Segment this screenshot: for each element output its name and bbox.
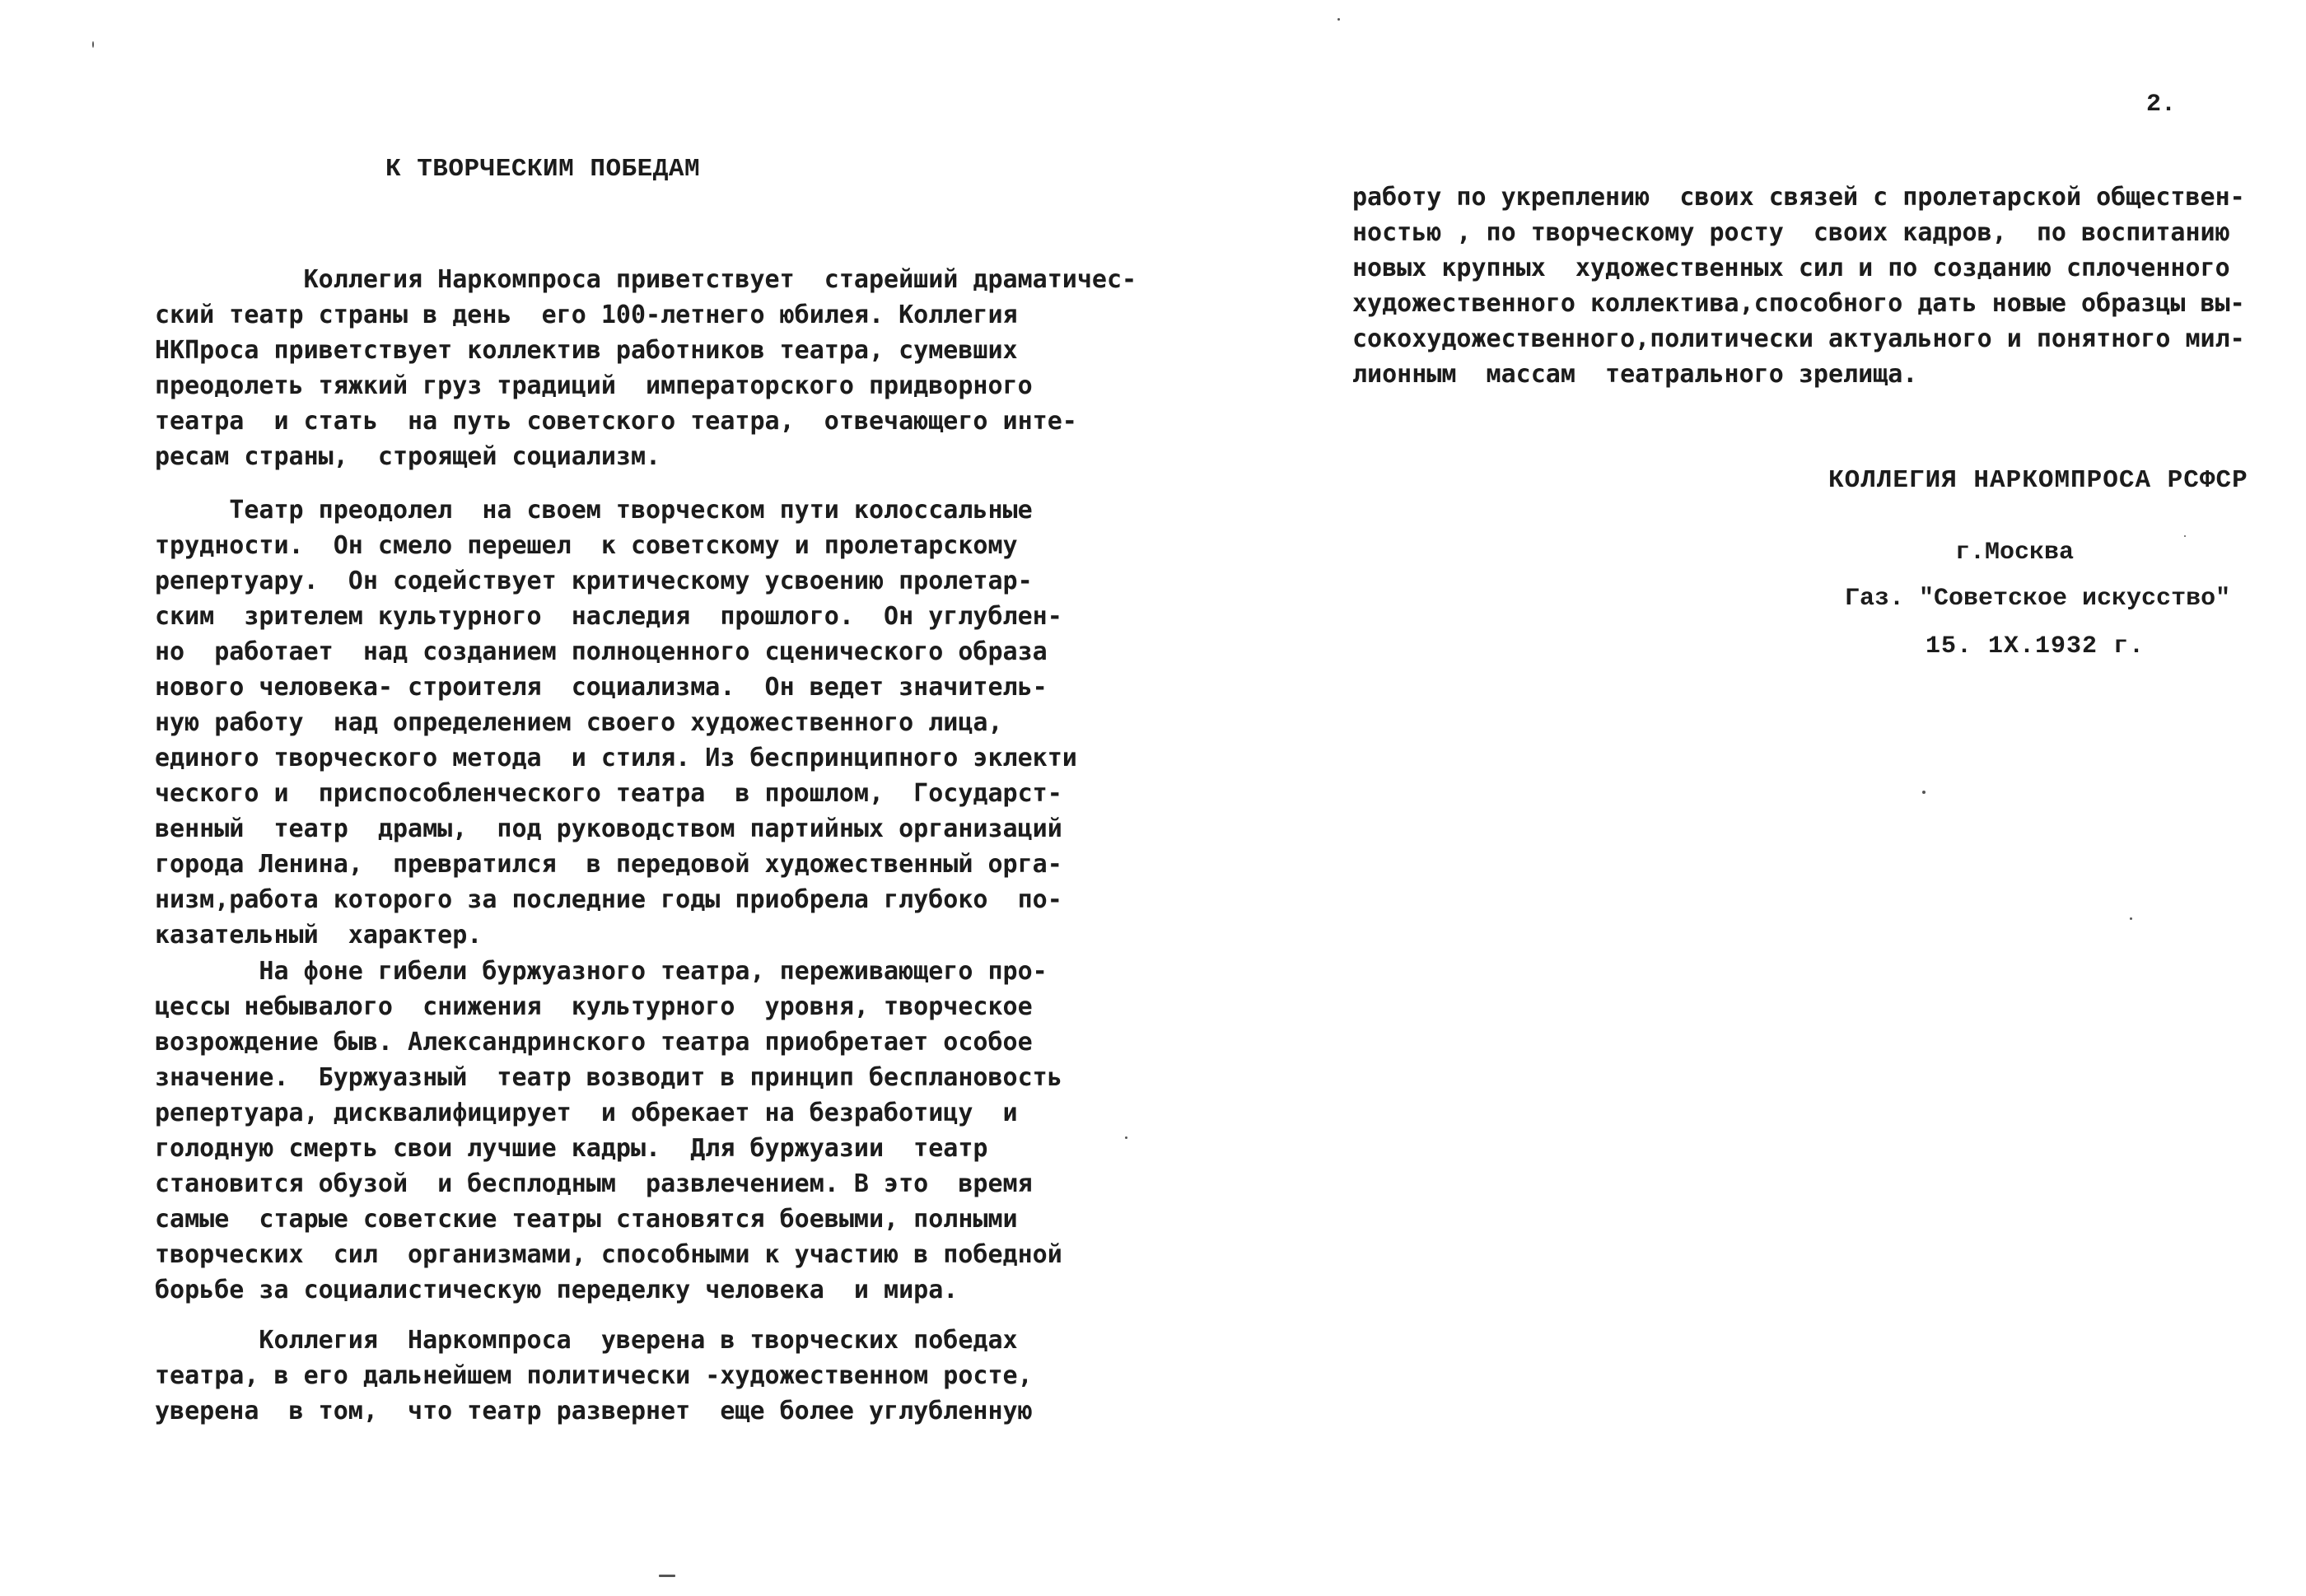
right-page <box>1153 0 2306 1596</box>
signature-source: Газ. "Советское искусство" <box>1845 585 2231 613</box>
scan-speck <box>1922 791 1926 794</box>
scan-speck <box>2130 917 2132 920</box>
scan-speck <box>1125 1136 1127 1139</box>
continuation-paragraph: работу по укреплению своих связей с пролетарской обществен- ностью , по творческому росту своих кадров, по воспитанию новых крупных художественных сил и по созданию сплоченного художественного коллектива,способного дать новые образцы вы- сокохудожественного,политически актуального и понятного мил- лионным массам театрального зрелища. <box>1352 183 2245 389</box>
signature-city: г.Москва <box>1955 539 2075 567</box>
paragraph-3: На фоне гибели буржуазного театра, переживающего про- цессы небывалого снижения культурного уровня, творческое возрождение быв. Александринского театра приобретает особое значение. Буржуазный театр возводит в принцип бесплановость репертуара, дисквалифицирует и обрекает на безработицу и голодную смерть свои лучшие кадры. Для буржуазии театр становится обузой и бесплодным развлечением. В это время самые старые советские театры становятся боевыми, полными творческих сил организмами, способными к участию в победной борьбе за социалистическую переделку человека и мира. <box>155 957 1062 1304</box>
page-number: 2. <box>2146 91 2177 119</box>
paragraph-4: Коллегия Наркомпроса уверена в творческих победах театра, в его дальнейшем политически -художественном росте, уверена в том, что театр развернет еще более углубленную <box>155 1326 1033 1426</box>
signature-date: 15. 1Х.1932 г. <box>1926 632 2145 660</box>
paragraph-1: Коллегия Наркомпроса приветствует старейший драматичес- ский театр страны в день его 100-летнего юбилея. Коллегия НКПроса приветствует коллектив работников театра, сумевших преодолеть тяжкий груз традиций императорского придворного театра и стать на путь советского театра, отвечающего инте- ресам страны, строящей социализм. <box>155 265 1137 471</box>
scan-speck <box>2184 535 2186 537</box>
scan-speck <box>659 1575 675 1577</box>
signature-organization: КОЛЛЕГИЯ НАРКОМПРОСА РСФСР <box>1828 466 2248 495</box>
scan-speck <box>1337 18 1340 21</box>
document-title: К ТВОРЧЕСКИМ ПОБЕДАМ <box>385 155 701 184</box>
scan-speck <box>92 41 94 48</box>
paragraph-2: Театр преодолел на своем творческом пути колоссальные трудности. Он смело перешел к советскому и пролетарскому репертуару. Он содействует критическому усвоению пролетар- ским зрителем культурного наследия прошлого. Он углублен- но работает над созданием полноценного сценического образа нового человека- строителя социализма. Он ведет значитель- ную работу над определением своего художественного лица, единого творческого метода и стиля. Из беспринципного эклекти ческого и приспособленческого театра в прошлом, Государст- венный театр драмы, под руководством партийных организаций города Ленина, превратился в передовой художественный орга- низм,работа которого за последние годы приобрела глубоко по- казательный характер. <box>155 496 1077 950</box>
